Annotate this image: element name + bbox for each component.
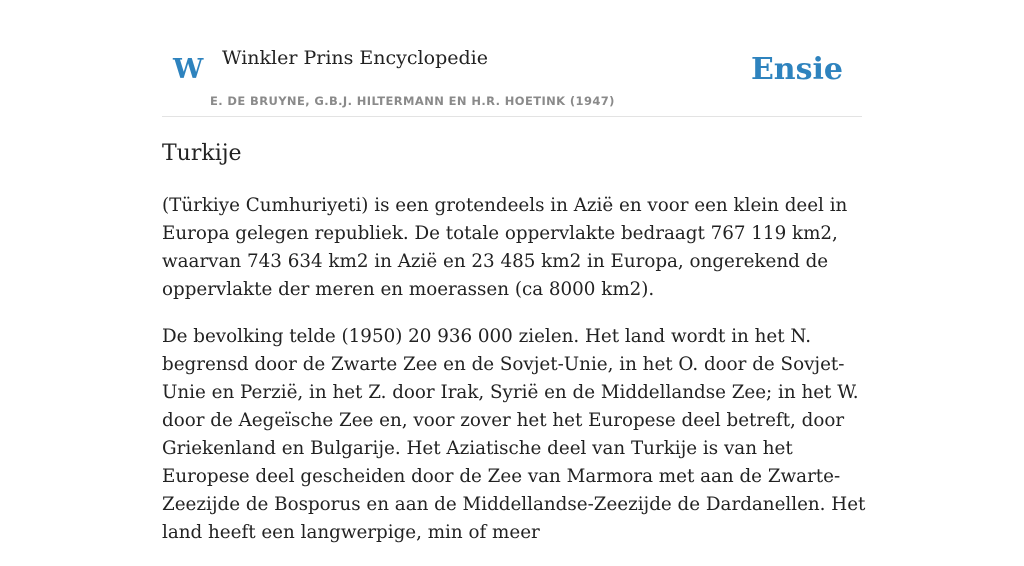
article-title: Turkije — [162, 141, 242, 166]
article-paragraph: (Türkiye Cumhuriyeti) is een grotendeels in Azië en voor een klein deel in Europa gelegen republiek. De totale oppervlakte bedraagt 767 119 km2, waarvan 743 634 km2 in Azië en 23 485 km2 in Europa, ongerekend de oppervlakte der meren en moerassen (ca 8000 km2). — [162, 195, 848, 300]
article-body — [162, 192, 868, 566]
winkler-prins-logo[interactable]: W — [173, 54, 204, 85]
encyclopedia-authors: E. DE BRUYNE, G.B.J. HILTERMANN EN H.R. HOETINK (1947) — [210, 94, 615, 108]
encyclopedia-title[interactable]: Winkler Prins Encyclopedie — [222, 47, 488, 69]
page-header — [162, 0, 862, 117]
ensie-logo[interactable]: Ensie — [750, 52, 843, 87]
article-paragraph: De bevolking telde (1950) 20 936 000 zielen. Het land wordt in het N. begrensd door de Zwarte Zee en de Sovjet-Unie, in het O. door de Sovjet-Unie en Perzië, in het Z. door Irak, Syrië en de Middellandse Zee; in het W. door de Aegeïsche Zee en, voor zover het het Europese deel betreft, door Griekenland en Bulgarije. Het Aziatische deel van Turkije is van het Europese deel gescheiden door de Zee van Marmora met aan de Zwarte-Zeezijde de Bosporus en aan de Middellandse-Zeezijde de Dardanellen. Het land heeft een langwerpige, min of meer — [162, 326, 866, 543]
